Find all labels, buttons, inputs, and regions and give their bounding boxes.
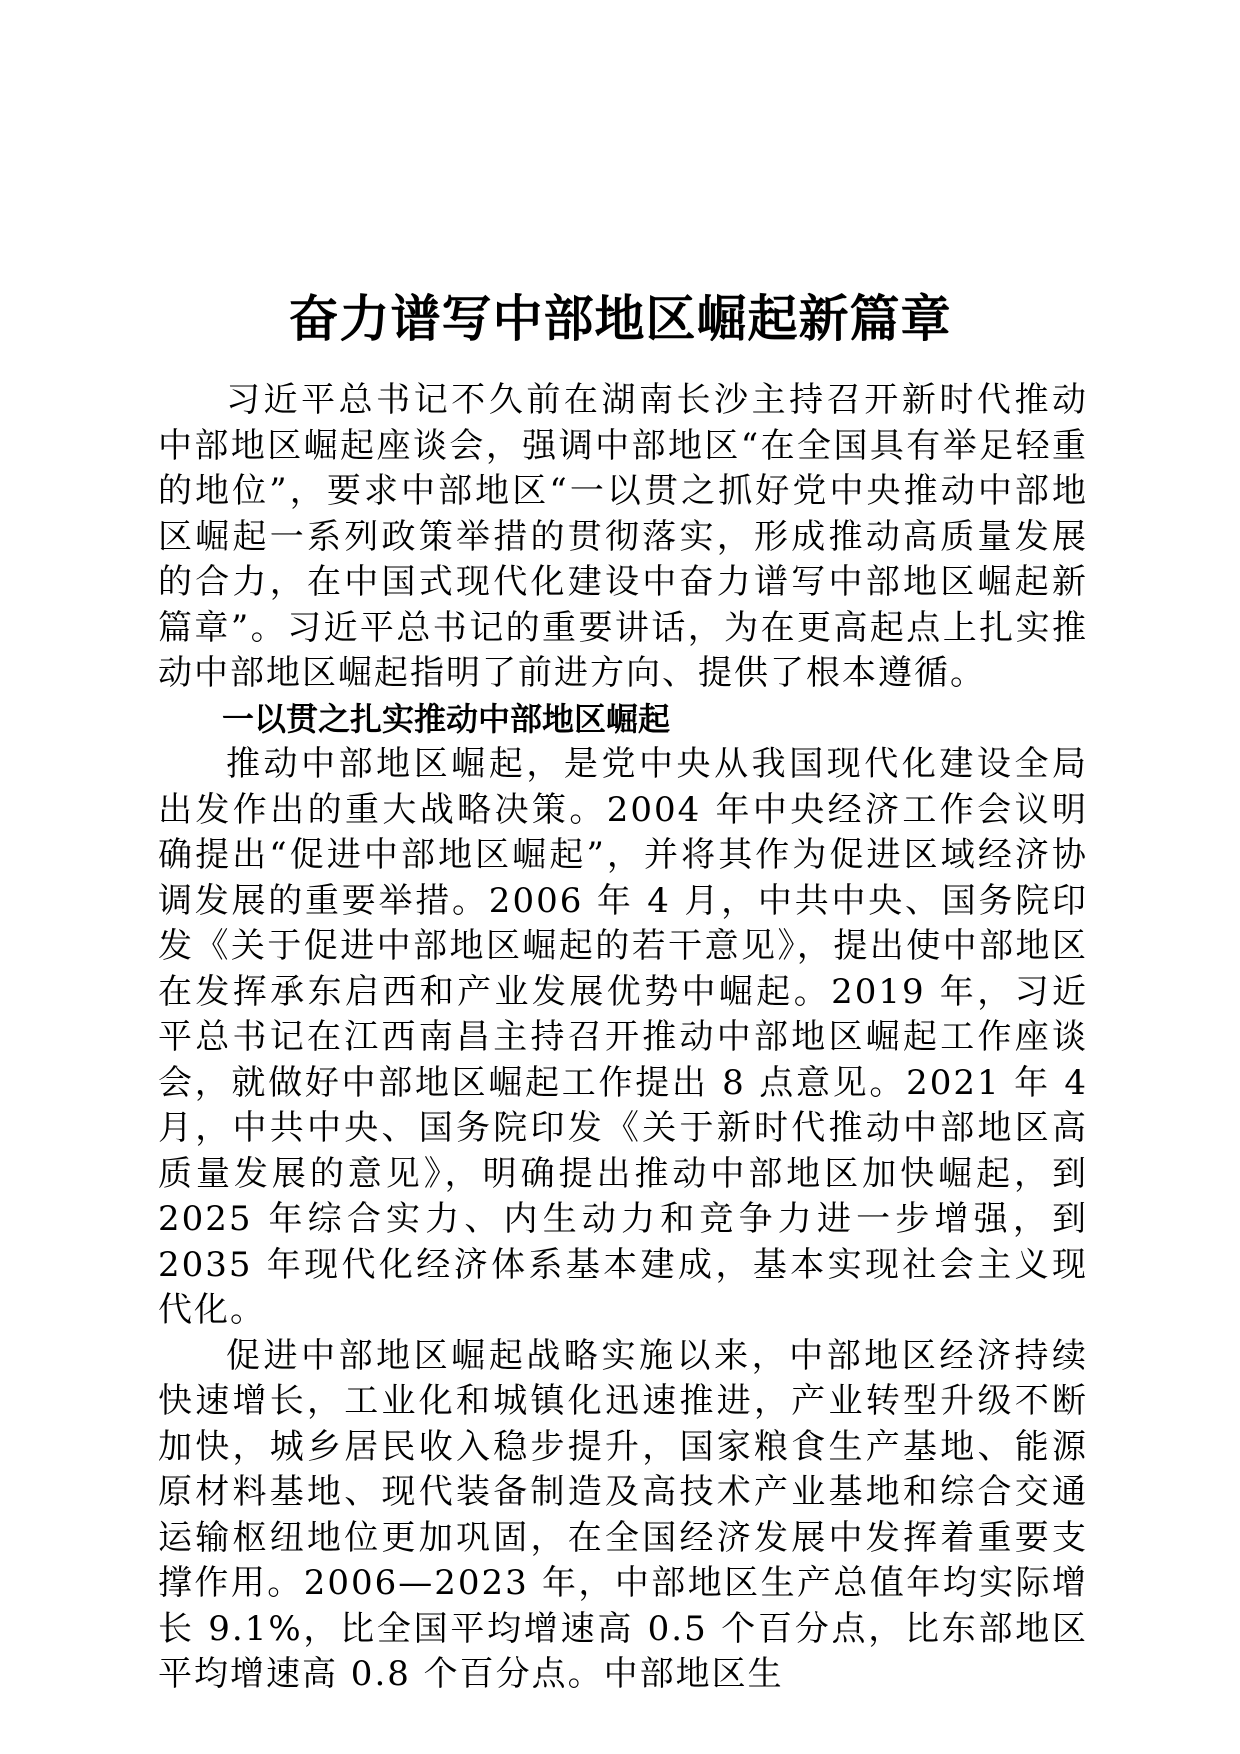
paragraph-achievements: 促进中部地区崛起战略实施以来，中部地区经济持续快速增长，工业化和城镇化迅速推进，产业转型升级不断加快，城乡居民收入稳步提升，国家粮食生产基地、能源原材料基地、现代装备制造及高技术产业基地和综合交通运输枢纽地位更加巩固，在全国经济发展中发挥着重要支撑作用。2006—2023 年，中部地区生产总值年均实际增长 9.1%，比全国平均增速高 0.5 个百分点，比东部地区平均增速高 0.8 个百分点。中部地区生 xyxy=(158,1335,1088,1694)
paragraph-history: 推动中部地区崛起，是党中央从我国现代化建设全局出发作出的重大战略决策。2004 年中央经济工作会议明确提出“促进中部地区崛起”，并将其作为促进区域经济协调发展的重要举措。2006 年 4 月，中共中央、国务院印发《关于促进中部地区崛起的若干意见》，提出使中部地区在发挥承东启西和产业发展优势中崛起。2019 年，习近平总书记在江西南昌主持召开推动中部地区崛起工作座谈会，就做好中部地区崛起工作提出 8 点意见。2021 年 4 月，中共中央、国务院印发《关于新时代推动中部地区高质量发展的意见》，明确提出推动中部地区加快崛起，到 2025 年综合实力、内生动力和竞争力进一步增强，到 2035 年现代化经济体系基本建成，基本实现社会主义现代化。 xyxy=(158,744,1088,1330)
article-body xyxy=(158,378,1088,1698)
article-title: 奋力谱写中部地区崛起新篇章 xyxy=(288,288,952,348)
paragraph-intro: 习近平总书记不久前在湖南长沙主持召开新时代推动中部地区崛起座谈会，强调中部地区“在全国具有举足轻重的地位”，要求中部地区“一以贯之抓好党中央推动中部地区崛起一系列政策举措的贯彻落实，形成推动高质量发展的合力，在中国式现代化建设中奋力谱写中部地区崛起新篇章”。习近平总书记的重要讲话，为在更高起点上扎实推动中部地区崛起指明了前进方向、提供了根本遵循。 xyxy=(158,380,1088,693)
section-heading: 一以贯之扎实推动中部地区崛起 xyxy=(222,699,671,738)
